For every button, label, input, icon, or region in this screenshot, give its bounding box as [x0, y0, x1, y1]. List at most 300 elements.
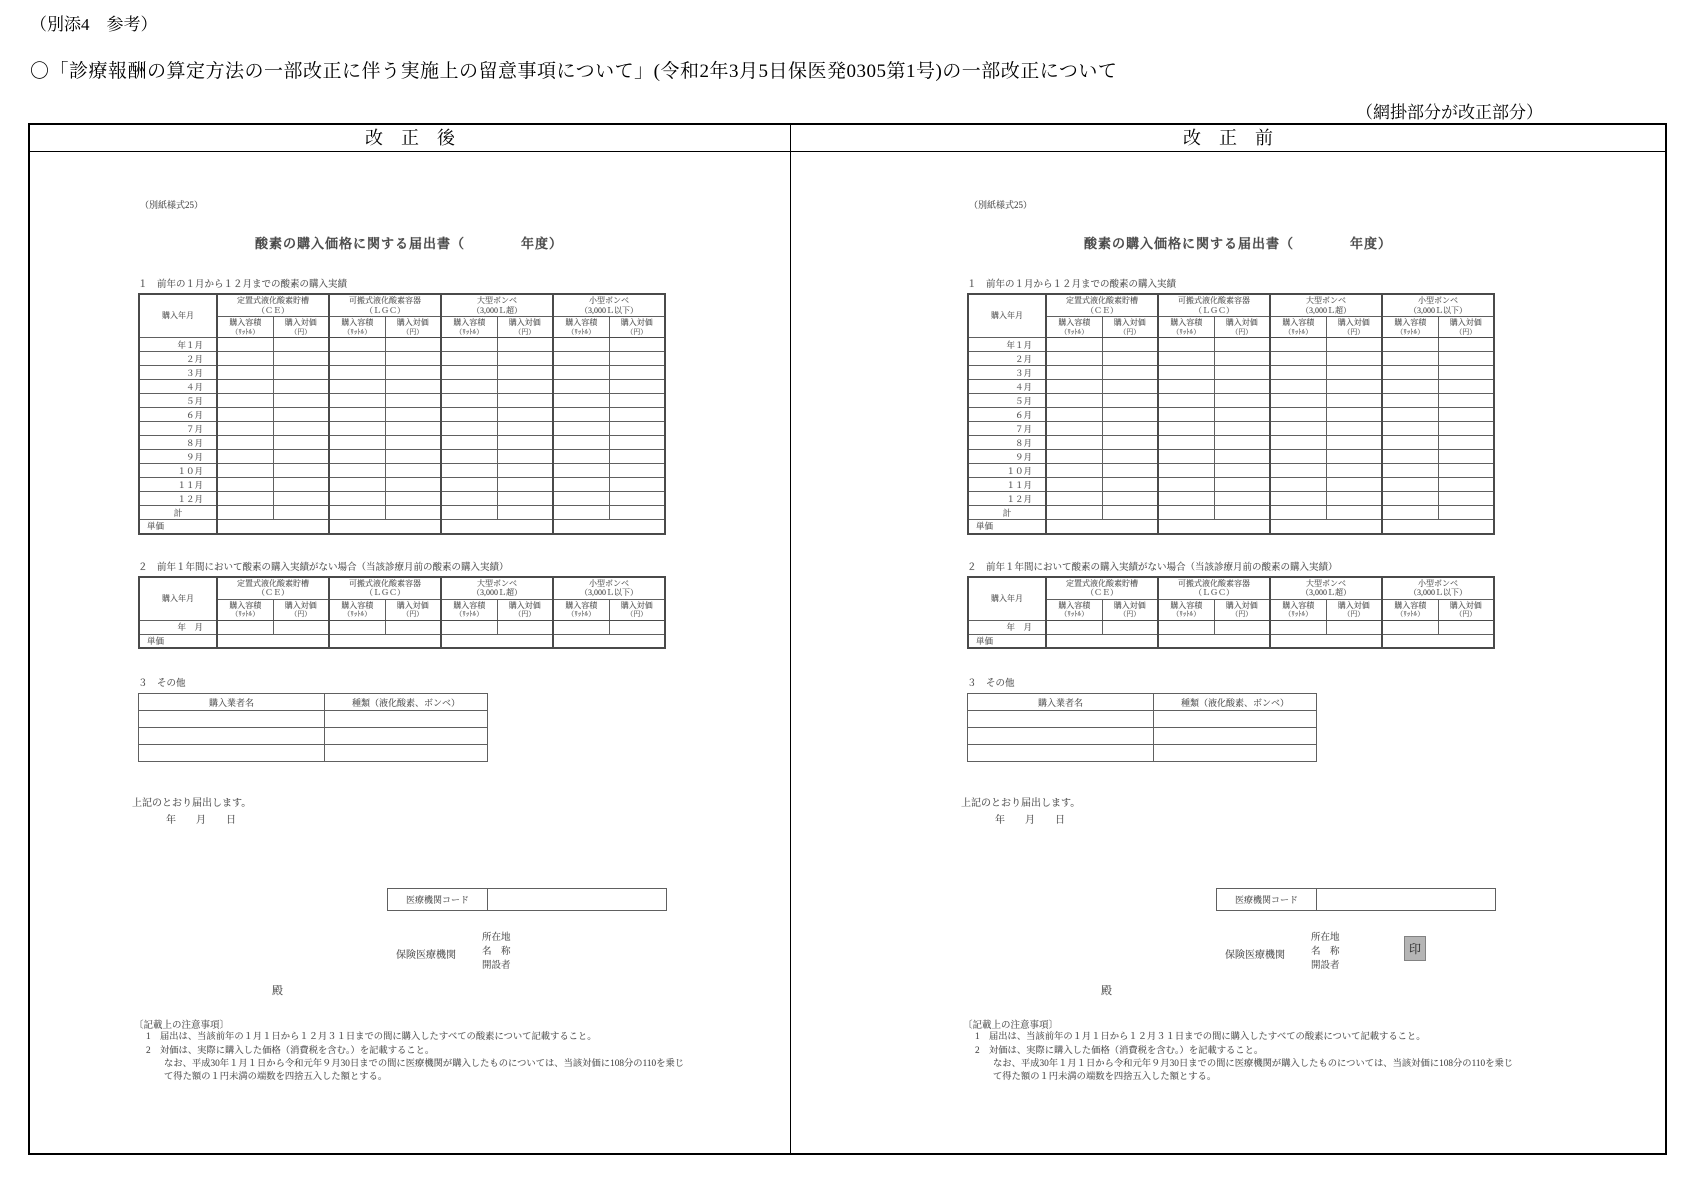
price-entry-cell — [1438, 464, 1494, 478]
volume-entry-cell — [217, 506, 273, 520]
price-entry-cell — [609, 338, 665, 352]
volume-entry-cell — [553, 464, 609, 478]
volume-entry-cell — [217, 492, 273, 506]
month-row — [139, 478, 665, 492]
vendor-row — [139, 745, 488, 762]
price-entry-cell — [1326, 422, 1382, 436]
row-label-cell: １２月 — [139, 492, 217, 506]
price-unit-label: （円） — [626, 327, 648, 336]
price-entry-cell — [609, 478, 665, 492]
annual-purchase-table — [967, 293, 1495, 535]
notes-section — [134, 1017, 686, 1084]
price-label: 購入対価 — [1449, 600, 1482, 610]
vendor-table-body — [139, 694, 488, 762]
volume-entry-cell — [217, 620, 273, 634]
volume-label: 購入容積 — [1058, 600, 1091, 610]
purchase-volume-header — [441, 599, 497, 620]
volume-label: 購入容積 — [1394, 318, 1427, 328]
volume-entry-cell — [1046, 450, 1102, 464]
price-label: 購入対価 — [1337, 600, 1370, 610]
month-row — [968, 464, 1494, 478]
volume-entry-cell — [1046, 352, 1102, 366]
price-unit-label: （円） — [402, 610, 424, 619]
price-entry-cell — [273, 366, 329, 380]
note-item-2: 2 対価は、実際に購入した価格（消費税を含む。）を記載すること。 — [146, 1045, 435, 1056]
price-entry-cell — [1438, 506, 1494, 520]
month-row — [968, 338, 1494, 352]
volume-entry-cell — [1158, 338, 1214, 352]
volume-label: 購入容積 — [1170, 600, 1203, 610]
container-type-size: （ＣＥ） — [257, 588, 289, 598]
price-entry-cell — [273, 338, 329, 352]
revision-legend: （網掛部分が改正部分） — [1356, 103, 1543, 122]
volume-entry-cell — [1270, 338, 1326, 352]
price-entry-cell — [497, 436, 553, 450]
price-entry-cell — [385, 422, 441, 436]
unit-price-row — [139, 634, 665, 648]
price-entry-cell — [385, 478, 441, 492]
purchase-volume-header — [1046, 599, 1102, 620]
unit-price-entry-cell — [553, 520, 665, 534]
month-row — [139, 492, 665, 506]
price-entry-cell — [1102, 450, 1158, 464]
declaration-text: 上記のとおり届出します。 — [132, 798, 252, 810]
volume-entry-cell — [1158, 478, 1214, 492]
volume-unit-label: （ﾘｯﾄﾙ） — [1172, 610, 1201, 619]
row-label-cell: 単価 — [139, 634, 217, 648]
volume-label: 購入容積 — [565, 318, 598, 328]
row-label-cell: 年 月 — [139, 620, 217, 634]
price-entry-cell — [497, 366, 553, 380]
purchase-price-header — [609, 599, 665, 620]
purchase-price-header — [1102, 599, 1158, 620]
container-type-size: （3,000Ｌ超） — [472, 305, 522, 315]
volume-entry-cell — [1382, 366, 1438, 380]
container-type-header — [329, 294, 441, 317]
volume-entry-cell — [329, 352, 385, 366]
volume-entry-cell — [441, 380, 497, 394]
purchase-volume-header — [217, 317, 273, 338]
volume-entry-cell — [1158, 380, 1214, 394]
container-type-name: 大型ボンベ — [1306, 296, 1346, 305]
price-entry-cell — [609, 464, 665, 478]
annual-purchase-table-body — [968, 294, 1494, 534]
purchase-volume-header — [1382, 317, 1438, 338]
form-footer — [130, 794, 688, 1009]
container-type-size: （3,000Ｌ以下） — [580, 305, 638, 315]
vendor-row — [139, 728, 488, 745]
price-entry-cell — [1214, 478, 1270, 492]
price-entry-cell — [1102, 478, 1158, 492]
container-type-header — [441, 294, 553, 317]
price-entry-cell — [273, 464, 329, 478]
price-entry-cell — [1214, 366, 1270, 380]
price-entry-cell — [609, 506, 665, 520]
price-entry-cell — [1214, 492, 1270, 506]
row-label-cell: １０月 — [139, 464, 217, 478]
volume-entry-cell — [1158, 422, 1214, 436]
price-label: 購入対価 — [508, 600, 541, 610]
price-unit-label: （円） — [514, 327, 536, 336]
volume-entry-cell — [1158, 506, 1214, 520]
price-unit-label: （円） — [626, 610, 648, 619]
container-type-header — [1270, 294, 1382, 317]
volume-unit-label: （ﾘｯﾄﾙ） — [455, 610, 484, 619]
volume-entry-cell — [1158, 366, 1214, 380]
no-record-purchase-table-body — [139, 577, 665, 649]
volume-label: 購入容積 — [229, 318, 262, 328]
volume-entry-cell — [1382, 464, 1438, 478]
month-row — [968, 492, 1494, 506]
purchase-volume-header — [1270, 599, 1326, 620]
price-label: 購入対価 — [1449, 318, 1482, 328]
price-label: 購入対価 — [396, 600, 429, 610]
volume-entry-cell — [1158, 492, 1214, 506]
volume-entry-cell — [1270, 380, 1326, 394]
code-label-cell: 医療機関コード — [388, 889, 488, 911]
purchase-price-header — [1102, 317, 1158, 338]
month-column-header: 購入年月 — [968, 577, 1046, 621]
price-entry-cell — [273, 478, 329, 492]
volume-label: 購入容積 — [229, 600, 262, 610]
month-column-header: 購入年月 — [139, 294, 217, 338]
unit-price-entry-cell — [329, 520, 441, 534]
price-label: 購入対価 — [1113, 600, 1146, 610]
annual-purchase-table — [138, 293, 666, 535]
volume-entry-cell — [1382, 380, 1438, 394]
container-type-header-row — [968, 577, 1494, 600]
volume-entry-cell — [1158, 620, 1214, 634]
month-row — [139, 408, 665, 422]
volume-entry-cell — [329, 338, 385, 352]
price-entry-cell — [1102, 380, 1158, 394]
volume-unit-label: （ﾘｯﾄﾙ） — [343, 327, 372, 336]
purchase-price-header — [385, 317, 441, 338]
volume-entry-cell — [1382, 450, 1438, 464]
price-entry-cell — [609, 620, 665, 634]
price-entry-cell — [497, 464, 553, 478]
container-type-size: （ＬＧＣ） — [365, 305, 405, 315]
price-entry-cell — [497, 338, 553, 352]
container-type-header — [1046, 294, 1158, 317]
vendor-row — [968, 728, 1317, 745]
month-column-header: 購入年月 — [968, 294, 1046, 338]
volume-entry-cell — [1158, 436, 1214, 450]
price-entry-cell — [497, 380, 553, 394]
price-label: 購入対価 — [1337, 318, 1370, 328]
container-type-name: 小型ボンベ — [1418, 296, 1458, 305]
container-type-name: 可搬式液化酸素容器 — [1178, 296, 1250, 305]
month-row — [968, 352, 1494, 366]
price-entry-cell — [385, 464, 441, 478]
price-entry-cell — [385, 506, 441, 520]
price-unit-label: （円） — [1455, 610, 1477, 619]
price-entry-cell — [609, 352, 665, 366]
oxygen-price-notification-form — [959, 198, 1517, 1084]
volume-entry-cell — [441, 478, 497, 492]
code-box-body — [1217, 889, 1496, 911]
month-row — [968, 478, 1494, 492]
purchase-price-header — [273, 317, 329, 338]
purchase-volume-header — [553, 317, 609, 338]
vendor-name-cell — [139, 711, 325, 728]
total-row — [139, 506, 665, 520]
price-entry-cell — [1326, 408, 1382, 422]
unit-price-entry-cell — [1382, 520, 1494, 534]
price-entry-cell — [1102, 394, 1158, 408]
price-entry-cell — [497, 352, 553, 366]
price-entry-cell — [1326, 492, 1382, 506]
price-entry-cell — [273, 492, 329, 506]
addressee-dono: 殿 — [1101, 985, 1112, 998]
vendor-header-row — [968, 694, 1317, 711]
date-line: 年 月 日 — [166, 815, 236, 827]
row-label-cell: １１月 — [139, 478, 217, 492]
vendor-name-cell — [968, 728, 1154, 745]
price-entry-cell — [1438, 408, 1494, 422]
volume-label: 購入容積 — [453, 318, 486, 328]
volume-unit-label: （ﾘｯﾄﾙ） — [1284, 327, 1313, 336]
price-entry-cell — [1214, 436, 1270, 450]
volume-entry-cell — [1046, 366, 1102, 380]
price-entry-cell — [1102, 464, 1158, 478]
container-type-size: （3,000Ｌ以下） — [1409, 305, 1467, 315]
panel-before-revision — [791, 125, 1665, 1153]
volume-entry-cell — [1158, 408, 1214, 422]
price-entry-cell — [273, 506, 329, 520]
unit-price-row — [968, 520, 1494, 534]
purchase-volume-header — [1046, 317, 1102, 338]
volume-label: 購入容積 — [1394, 600, 1427, 610]
volume-entry-cell — [553, 408, 609, 422]
vendor-table — [967, 693, 1317, 762]
note-item-1: 1 届出は、当該前年の１月１日から１２月３１日までの間に購入したすべての酸素について記載すること。 — [146, 1032, 597, 1043]
price-entry-cell — [1102, 620, 1158, 634]
price-entry-cell — [385, 394, 441, 408]
volume-entry-cell — [553, 422, 609, 436]
month-row — [968, 408, 1494, 422]
form-footer — [959, 794, 1517, 1009]
notes-heading: 〔記載上の注意事項〕 — [134, 1021, 230, 1032]
medical-institution-code-box — [387, 888, 667, 911]
container-type-header — [217, 294, 329, 317]
volume-entry-cell — [217, 366, 273, 380]
container-type-name: 小型ボンベ — [1418, 578, 1458, 588]
row-label-cell: ４月 — [968, 380, 1046, 394]
volume-entry-cell — [1382, 394, 1438, 408]
unit-price-entry-cell — [1158, 520, 1270, 534]
vendor-table-body — [968, 694, 1317, 762]
price-entry-cell — [1438, 338, 1494, 352]
code-value-cell — [1317, 889, 1496, 911]
price-entry-cell — [497, 394, 553, 408]
volume-entry-cell — [329, 380, 385, 394]
vendor-column-header: 購入業者名 — [968, 694, 1154, 711]
volume-entry-cell — [553, 478, 609, 492]
volume-label: 購入容積 — [565, 600, 598, 610]
volume-entry-cell — [441, 338, 497, 352]
volume-entry-cell — [1046, 394, 1102, 408]
volume-entry-cell — [329, 408, 385, 422]
price-entry-cell — [1102, 366, 1158, 380]
section2-heading: ２ 前年１年間において酸素の購入実績がない場合（当該診療月前の酸素の購入実績） — [967, 562, 1338, 573]
volume-label: 購入容積 — [341, 600, 374, 610]
price-entry-cell — [1438, 620, 1494, 634]
price-entry-cell — [1102, 352, 1158, 366]
vendor-type-cell — [1154, 711, 1317, 728]
price-label: 購入対価 — [1225, 318, 1258, 328]
row-label-cell: １０月 — [968, 464, 1046, 478]
volume-entry-cell — [1270, 450, 1326, 464]
price-entry-cell — [1438, 366, 1494, 380]
price-unit-label: （円） — [1119, 327, 1141, 336]
container-type-header — [441, 577, 553, 600]
container-type-name: 大型ボンベ — [477, 578, 517, 588]
row-label-cell: ２月 — [968, 352, 1046, 366]
panel-after-body — [30, 152, 790, 1153]
volume-entry-cell — [1270, 506, 1326, 520]
type-column-header: 種類（液化酸素、ボンベ） — [1154, 694, 1317, 711]
purchase-volume-header — [1158, 599, 1214, 620]
price-label: 購入対価 — [1113, 318, 1146, 328]
section3-heading: ３ その他 — [138, 679, 186, 690]
price-entry-cell — [273, 620, 329, 634]
container-type-header-row — [139, 577, 665, 600]
container-type-header-row — [139, 294, 665, 317]
price-entry-cell — [1438, 478, 1494, 492]
purchase-volume-header — [441, 317, 497, 338]
volume-entry-cell — [329, 436, 385, 450]
container-type-size: （ＬＧＣ） — [1194, 588, 1234, 598]
price-entry-cell — [385, 352, 441, 366]
month-row — [139, 352, 665, 366]
vendor-row — [139, 711, 488, 728]
volume-entry-cell — [553, 436, 609, 450]
volume-entry-cell — [1270, 408, 1326, 422]
vendor-table — [138, 693, 488, 762]
row-label-cell: ８月 — [968, 436, 1046, 450]
vendor-name-cell — [968, 745, 1154, 762]
row-label-cell: ９月 — [139, 450, 217, 464]
purchase-volume-header — [329, 317, 385, 338]
volume-entry-cell — [217, 464, 273, 478]
volume-entry-cell — [1270, 422, 1326, 436]
price-entry-cell — [385, 436, 441, 450]
code-box-row — [388, 889, 667, 911]
section1-heading: １ 前年の１月から１２月までの酸素の購入実績 — [138, 280, 348, 290]
volume-entry-cell — [441, 506, 497, 520]
row-label-cell: 単価 — [139, 520, 217, 534]
price-entry-cell — [1326, 338, 1382, 352]
vendor-type-cell — [1154, 728, 1317, 745]
row-label-cell: ８月 — [139, 436, 217, 450]
price-entry-cell — [609, 380, 665, 394]
volume-entry-cell — [441, 366, 497, 380]
row-label-cell: 年１月 — [139, 338, 217, 352]
form-slot-before — [959, 198, 1665, 1084]
volume-unit-label: （ﾘｯﾄﾙ） — [231, 327, 260, 336]
unit-price-row — [139, 520, 665, 534]
row-label-cell: 年 月 — [968, 620, 1046, 634]
volume-entry-cell — [217, 352, 273, 366]
insurer-detail-line: 名 称 — [482, 947, 511, 958]
no-record-purchase-table — [138, 576, 666, 650]
notes-heading: 〔記載上の注意事項〕 — [963, 1021, 1059, 1032]
purchase-volume-header — [1158, 317, 1214, 338]
vendor-type-cell — [325, 745, 488, 762]
no-record-purchase-table-body — [968, 577, 1494, 649]
price-label: 購入対価 — [620, 318, 653, 328]
price-entry-cell — [609, 394, 665, 408]
price-entry-cell — [1438, 436, 1494, 450]
container-type-name: 大型ボンベ — [1306, 578, 1346, 588]
price-entry-cell — [1214, 450, 1270, 464]
volume-price-header-row — [139, 599, 665, 620]
volume-entry-cell — [553, 366, 609, 380]
price-entry-cell — [497, 408, 553, 422]
volume-entry-cell — [1046, 380, 1102, 394]
volume-entry-cell — [217, 422, 273, 436]
volume-entry-cell — [329, 422, 385, 436]
insurer-detail-lines — [482, 932, 511, 973]
vendor-name-cell — [139, 728, 325, 745]
volume-entry-cell — [1158, 394, 1214, 408]
volume-entry-cell — [553, 620, 609, 634]
container-type-name: 可搬式液化酸素容器 — [1178, 578, 1250, 588]
volume-entry-cell — [441, 394, 497, 408]
price-entry-cell — [385, 450, 441, 464]
row-label-cell: ９月 — [968, 450, 1046, 464]
volume-entry-cell — [441, 436, 497, 450]
container-type-header — [553, 577, 665, 600]
volume-entry-cell — [1046, 338, 1102, 352]
price-entry-cell — [497, 492, 553, 506]
price-entry-cell — [273, 352, 329, 366]
volume-entry-cell — [217, 338, 273, 352]
insurer-detail-line: 名 称 — [1311, 947, 1340, 958]
purchase-price-header — [609, 317, 665, 338]
price-entry-cell — [1214, 338, 1270, 352]
insurer-detail-line: 所在地 — [482, 933, 511, 944]
volume-entry-cell — [1270, 436, 1326, 450]
price-entry-cell — [1438, 380, 1494, 394]
row-label-cell: ２月 — [139, 352, 217, 366]
month-row — [968, 436, 1494, 450]
container-type-name: 大型ボンベ — [477, 296, 517, 305]
volume-entry-cell — [1046, 436, 1102, 450]
container-type-name: 小型ボンベ — [589, 296, 629, 305]
container-type-name: 定置式液化酸素貯槽 — [1066, 296, 1138, 305]
row-label-cell: １２月 — [968, 492, 1046, 506]
row-label-cell: 年１月 — [968, 338, 1046, 352]
volume-entry-cell — [1382, 338, 1438, 352]
row-label-cell: ３月 — [139, 366, 217, 380]
price-unit-label: （円） — [1455, 327, 1477, 336]
volume-entry-cell — [329, 506, 385, 520]
unit-price-entry-cell — [441, 634, 553, 648]
price-entry-cell — [497, 506, 553, 520]
no-record-purchase-table — [967, 576, 1495, 650]
container-type-size: （3,000Ｌ超） — [1301, 305, 1351, 315]
price-entry-cell — [1214, 620, 1270, 634]
volume-entry-cell — [553, 380, 609, 394]
vendor-name-cell — [139, 745, 325, 762]
volume-entry-cell — [329, 366, 385, 380]
price-entry-cell — [1326, 366, 1382, 380]
price-entry-cell — [497, 620, 553, 634]
month-column-header: 購入年月 — [139, 577, 217, 621]
volume-entry-cell — [1046, 464, 1102, 478]
